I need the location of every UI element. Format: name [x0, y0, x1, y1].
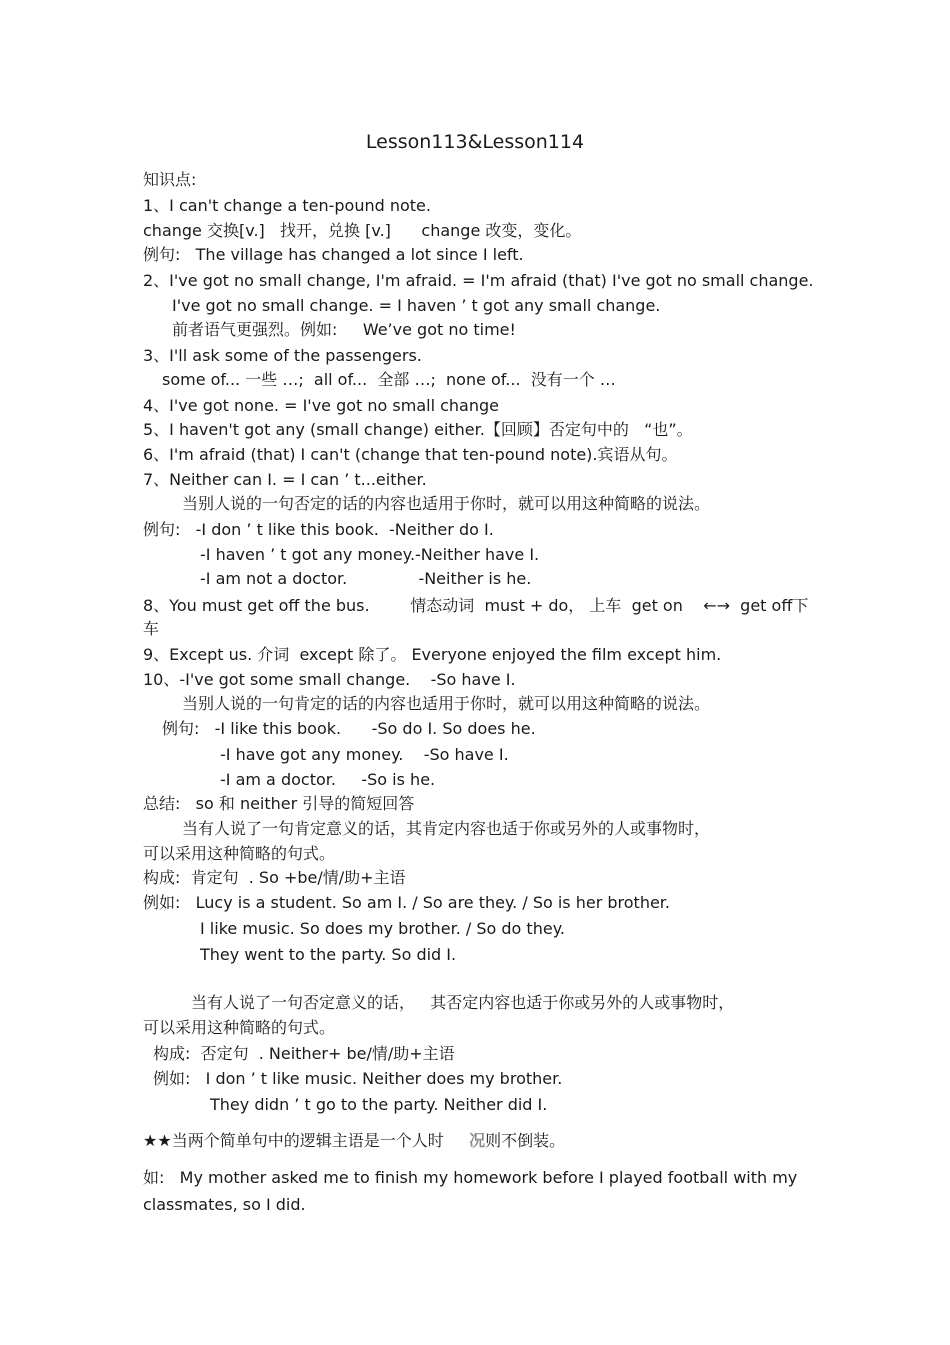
point-10-explanation: 当别人说的一句肯定的话的内容也适用于你时，就可以用这种简略的说法。: [182, 694, 711, 713]
point-1-example: 例句: The village has changed a lot since I left.: [143, 245, 524, 264]
point-10-example-2: -I have got any money. -So have I.: [220, 745, 509, 764]
summary-negative-rule: 当有人说了一句否定意义的话， 其否定内容也适于你或另外的人或事物时，: [191, 993, 735, 1012]
knowledge-heading: 知识点:: [143, 170, 197, 189]
point-2-equivalent: I've got no small change. = I haven ’ t got any small change.: [172, 296, 661, 315]
star-note-mark: 况: [469, 1131, 486, 1150]
point-10: 10、-I've got some small change. -So have I.: [143, 670, 516, 689]
point-6: 6、I'm afraid (that) I can't (change that ten-pound note).宾语从句。: [143, 445, 678, 464]
point-5: 5、I haven't got any (small change) either.【回顾】否定句中的 “也”。: [143, 420, 693, 439]
point-1-explanation: change 交换[v.] 找开，兑换 [v.] change 改变，变化。: [143, 221, 582, 240]
summary-positive-example-2: I like music. So does my brother. / So do they.: [200, 919, 565, 938]
point-8-continued: 车: [143, 619, 160, 638]
summary-positive-structure: 构成: 肯定句 . So +be/情/助+主语: [143, 868, 406, 887]
point-7-example-1: 例句: -I don ’ t like this book. -Neither do I.: [143, 520, 494, 539]
star-note-text: ★★当两个简单句中的逻辑主语是一个人时: [143, 1131, 470, 1150]
summary-heading: 总结: so 和 neither 引导的简短回答: [143, 794, 415, 813]
point-10-example-3: -I am a doctor. -So is he.: [220, 770, 436, 789]
summary-negative-structure: 构成: 否定句 . Neither+ be/情/助+主语: [153, 1044, 455, 1063]
point-9: 9、Except us. 介词 except 除了。 Everyone enjoyed the film except him.: [143, 645, 722, 664]
point-3: 3、I'll ask some of the passengers.: [143, 346, 422, 365]
summary-positive-example-1: 例如: Lucy is a student. So am I. / So are they. / So is her brother.: [143, 893, 671, 912]
point-4: 4、I've got none. = I've got no small change: [143, 396, 500, 415]
point-7-explanation: 当别人说的一句否定的话的内容也适用于你时，就可以用这种简略的说法。: [182, 494, 711, 513]
lesson-title: Lesson113&Lesson114: [365, 131, 585, 153]
point-2-note: 前者语气更强烈。例如: We’ve got no time!: [172, 320, 516, 339]
summary-negative-example-2: They didn ’ t go to the party. Neither did I.: [210, 1095, 548, 1114]
star-note-end: 则不倒装。: [485, 1131, 566, 1150]
point-7-example-3: -I am not a doctor. -Neither is he.: [200, 569, 532, 588]
final-example: 如: My mother asked me to finish my homework before I played football with my: [143, 1168, 798, 1187]
point-3-explanation: some of... 一些 …; all of... 全部 …; none of... 没有一个 …: [162, 370, 616, 389]
point-1: 1、I can't change a ten-pound note.: [143, 196, 431, 215]
star-note: [143, 1131, 565, 1151]
summary-positive-rule: 当有人说了一句肯定意义的话，其肯定内容也适于你或另外的人或事物时，: [182, 819, 711, 838]
summary-negative-example-1: 例如: I don ’ t like music. Neither does my brother.: [153, 1069, 563, 1088]
summary-negative-rule-cont: 可以采用这种简略的句式。: [143, 1018, 336, 1037]
summary-positive-example-3: They went to the party. So did I.: [200, 945, 457, 964]
point-7-example-2: -I haven ’ t got any money.-Neither have I.: [200, 545, 540, 564]
final-example-cont: classmates, so I did.: [143, 1195, 306, 1214]
point-10-example-1: 例句: -I like this book. -So do I. So does he.: [162, 719, 536, 738]
point-8: 8、You must get off the bus. 情态动词 must + do， 上车 get on ←→ get off下: [143, 596, 809, 615]
point-7: 7、Neither can I. = I can ’ t...either.: [143, 470, 427, 489]
point-2: 2、I've got no small change, I'm afraid. = I'm afraid (that) I've got no small change.: [143, 271, 814, 290]
summary-positive-rule-cont: 可以采用这种简略的句式。: [143, 844, 336, 863]
